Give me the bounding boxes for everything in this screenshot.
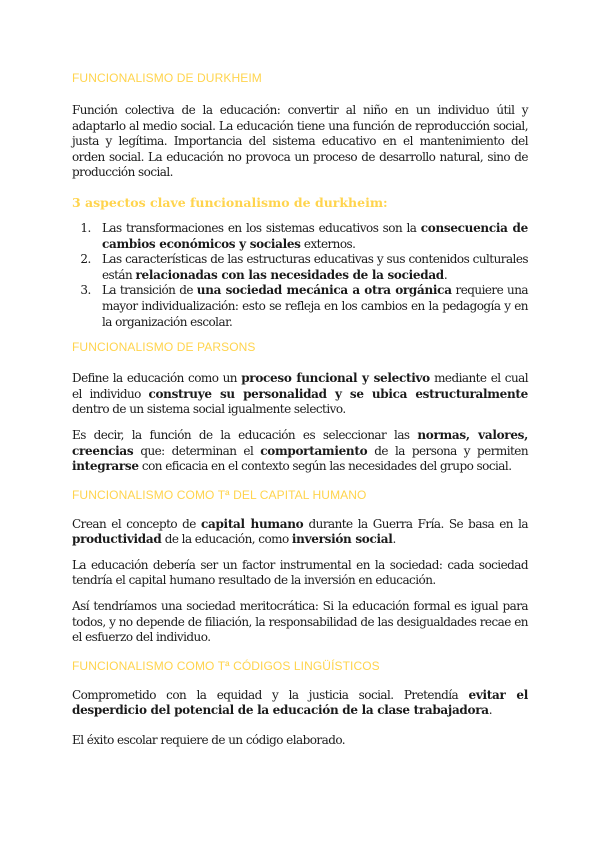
list-item [94,283,528,330]
text: dentro de un sistema social igualmente selectivo. [72,402,346,417]
list-item-text: Las características de las estructuras educativas y sus contenidos culturales están [102,252,528,282]
list-item-bold: relacionadas con las necesidades de la sociedad [135,267,444,282]
bold-text: evitar el desperdicio del potencial de la educación de la clase trabajadora [72,687,529,718]
capital-paragraph-2: La educación debería ser un factor instrumental en la sociedad: cada sociedad tendría el capital humano resultado de la inversión en educación. [72,557,528,588]
list-item-text: . [443,267,448,282]
list-item-text: Las transformaciones en los sistemas educativos son la [102,220,421,235]
bold-text: normas, valores, creencias [72,427,528,458]
text: . [488,703,492,718]
bold-text: productividad [72,532,162,547]
codigos-paragraph-2: El éxito escolar requiere de un código elaborado. [72,733,346,748]
heading-capital-humano: FUNCIONALISMO COMO Tª DEL CAPITAL HUMANO [72,487,367,502]
text: de la persona y permiten [367,443,528,458]
text: durante la Guerra Fría. Se basa en la [303,516,528,531]
list-item [94,221,528,252]
list-item-bold: una sociedad mecánica a otra orgánica [196,283,452,298]
list-item [94,252,528,283]
list-item-text: La transición de [102,283,197,298]
document-content [72,70,528,759]
subheading-durkheim-aspects: 3 aspectos clave funcionalismo de durkheim: [72,194,388,210]
bold-text: capital humano [200,516,304,531]
durkheim-paragraph: Función colectiva de la educación: convertir al niño en un individuo útil y adaptarlo al medio social. La educación tiene una función de reproducción social, justa y legítima. Importancia del sistema educativo en el mantenimiento del orden social. La educación no provoca un proceso de desarrollo natural, sino de producción social. [72,103,528,180]
text: Es decir, la función de la educación es seleccionar las [72,427,418,442]
text: con eficacia en el contexto según las necesidades del grupo social. [138,459,512,474]
codigos-paragraph-1 [72,688,528,719]
bold-text: inversión social [291,532,393,547]
bold-text: construye su personalidad y se ubica estructuralmente [148,386,528,401]
heading-durkheim: FUNCIONALISMO DE DURKHEIM [72,71,262,85]
bold-text: integrarse [72,459,139,474]
text: Crean el concepto de [72,516,201,531]
durkheim-aspects-list [72,221,528,330]
capital-paragraph-1 [72,517,528,548]
capital-paragraph-3: Así tendríamos una sociedad meritocrática: Si la educación formal es igual para todos, y no depende de filiación, la responsabilidad de las desigualdades recae en el esfuerzo del individuo. [72,599,528,645]
parsons-paragraph-2 [72,428,528,475]
list-item-text: externos. [300,236,356,251]
text: mediante el cual el individuo [72,371,529,401]
text: que: determinan el [133,443,261,458]
bold-text: comportamiento [260,443,368,458]
text: Comprometido con la equidad y la justicia social. Pretendía [72,687,469,702]
text: Define la educación como un [72,371,242,386]
text: de la educación, como [161,532,292,547]
parsons-paragraph-1 [72,371,528,418]
list-item-bold: consecuencia de cambios económicos y sociales [102,220,528,251]
heading-parsons: FUNCIONALISMO DE PARSONS [72,340,256,355]
bold-text: proceso funcional y selectivo [241,371,430,386]
heading-codigos-linguisticos: FUNCIONALISMO COMO Tª CÓDIGOS LINGÜÍSTICOS [72,658,380,673]
list-item-text: requiere una mayor individualización: esto se refleja en los cambios en la pedagogía y en la organización escolar. [102,283,528,329]
text: . [392,532,396,547]
